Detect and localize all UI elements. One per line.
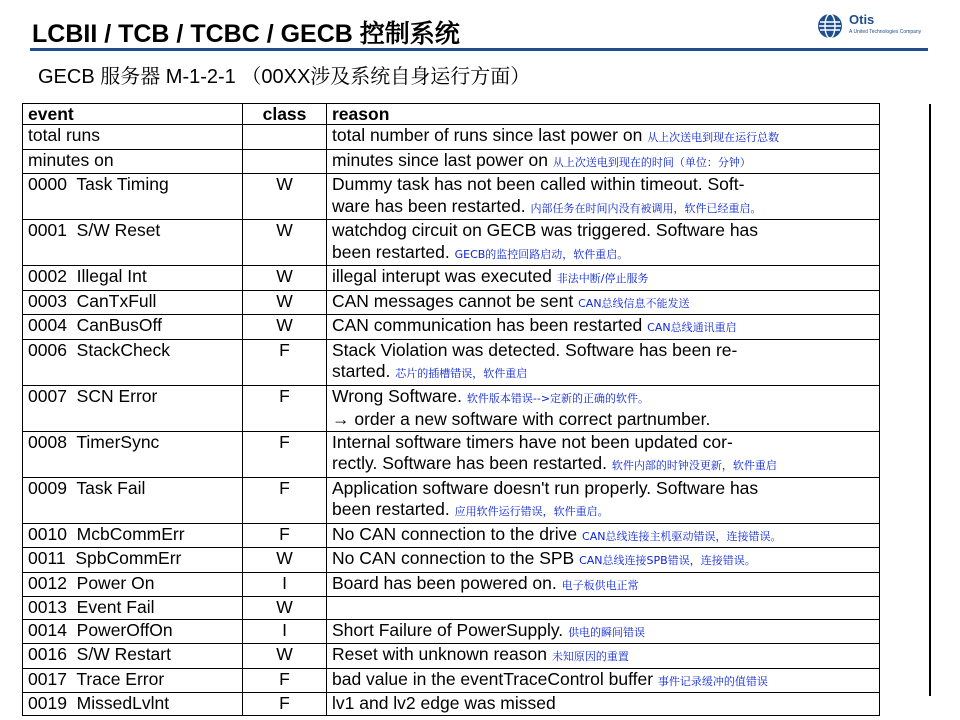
reason-text: Dummy task has not been called within timeout. Soft- [332,174,745,194]
chinese-annotation: 应用软件运行错误，软件重启。 [454,505,609,518]
reason-text: CAN messages cannot be sent [332,290,574,311]
class-cell: I [243,619,327,644]
table-row [23,174,880,220]
reason-line [332,242,874,266]
reason-cell [327,548,880,573]
event-table [22,103,880,716]
chinese-annotation: 芯片的插槽错误，软件重启 [395,367,528,380]
event-cell: 0003 CanTxFull [23,290,243,315]
chinese-annotation: 内部任务在时间内没有被调用，软件已经重启。 [530,201,762,215]
reason-line [332,620,874,644]
reason-line [332,266,874,290]
reason-text: No CAN connection to the drive [332,523,578,544]
reason-line [332,150,874,174]
reason-cell [327,693,880,716]
reason-text: total number of runs since last power on [332,125,643,145]
otis-globe-icon [817,13,843,39]
reason-line [332,291,874,315]
reason-cell [327,149,880,174]
reason-line [332,644,874,668]
reason-line [332,669,874,693]
reason-text: No CAN connection to the SPB [332,548,575,568]
table-row [23,548,880,573]
chinese-annotation: CAN总线连接SPB错误，连接错误。 [579,554,756,567]
reason-line [332,573,874,597]
table-header-row [23,104,880,125]
slide-title: LCBII / TCB / TCBC / GECB 控制系统 [32,20,460,48]
class-cell: F [243,477,327,523]
chinese-annotation: 从上次送电到现在的时间（单位：分钟） [552,155,751,169]
reason-cell [327,174,880,220]
reason-cell [327,385,880,431]
class-cell: W [243,174,327,220]
reason-line [332,125,874,149]
class-cell [243,125,327,150]
class-cell: W [243,315,327,340]
reason-line [332,499,874,523]
column-header-reason: reason [327,104,880,125]
chinese-annotation: 软件内部的时钟没更新，软件重启 [611,459,777,472]
chinese-annotation: 非法中断/停止服务 [556,272,649,285]
class-cell [243,149,327,174]
reason-cell [327,597,880,620]
otis-logo [817,12,932,42]
chinese-annotation: GECB的监控回路启动，软件重启。 [454,247,629,261]
reason-line [332,361,874,385]
event-cell: 0010 McbCommErr [23,523,243,548]
reason-line [332,220,874,242]
event-cell: 0002 Illegal Int [23,266,243,291]
table-row [23,597,880,620]
event-cell: 0008 TimerSync [23,431,243,477]
event-cell: 0014 PowerOffOn [23,619,243,644]
chinese-annotation: 电子板供电正常 [561,578,639,592]
reason-cell [327,266,880,291]
event-cell: 0011 SpbCommErr [23,548,243,573]
reason-text: minutes since last power on [332,149,548,170]
table-row [23,477,880,523]
reason-text: CAN communication has been restarted [332,315,643,335]
reason-text: Wrong Software. [332,385,463,406]
class-cell: W [243,644,327,669]
reason-cell [327,339,880,385]
reason-cell [327,644,880,669]
reason-text: Stack Violation was detected. Software has been re- [332,339,738,360]
reason-line [332,432,874,454]
table-row [23,339,880,385]
event-cell: 0007 SCN Error [23,385,243,431]
column-header-class: class [243,104,327,125]
table-row [23,315,880,340]
reason-text: started. [332,361,391,381]
table-row [23,266,880,291]
class-cell: F [243,523,327,548]
reason-text: illegal interupt was executed [332,266,552,286]
event-cell: 0006 StackCheck [23,339,243,385]
class-cell: W [243,220,327,266]
reason-line [332,386,874,410]
event-cell: 0012 Power On [23,572,243,597]
reason-cell [327,125,880,150]
table-row [23,693,880,716]
reason-text: rectly. Software has been restarted. [332,453,607,473]
table-row [23,290,880,315]
table-row [23,644,880,669]
reason-text: lv1 and lv2 edge was missed [332,693,556,713]
reason-line [332,196,874,220]
class-cell: W [243,290,327,315]
event-cell: 0016 S/W Restart [23,644,243,669]
slide-subtitle: GECB 服务器 M-1-2-1 （00XX涉及系统自身运行方面） [38,66,531,88]
reason-text: Board has been powered on. [332,572,557,593]
logo-brand: Otis [849,12,875,27]
side-divider [929,104,931,696]
class-cell: W [243,548,327,573]
title-divider [30,48,928,51]
reason-line [332,315,874,339]
event-cell: minutes on [23,149,243,174]
reason-text: ware has been restarted. [332,195,526,216]
event-cell: 0017 Trace Error [23,668,243,693]
chinese-annotation: 未知原因的重置 [551,650,629,663]
class-cell: W [243,597,327,620]
reason-line [332,548,874,572]
reason-cell [327,220,880,266]
table-row [23,572,880,597]
reason-line [332,340,874,362]
reason-text: been restarted. [332,499,450,519]
reason-cell [327,290,880,315]
reason-text: → order a new software with correct partnumber. [332,409,711,429]
class-cell: F [243,431,327,477]
event-cell: 0001 S/W Reset [23,220,243,266]
reason-cell [327,431,880,477]
reason-text: been restarted. [332,241,450,262]
class-cell: F [243,693,327,716]
event-cell: 0000 Task Timing [23,174,243,220]
event-cell: 0004 CanBusOff [23,315,243,340]
chinese-annotation: CAN总线信息不能发送 [578,296,690,310]
column-header-event: event [23,104,243,125]
class-cell: F [243,668,327,693]
table-row [23,523,880,548]
table-row [23,125,880,150]
event-cell: total runs [23,125,243,150]
reason-line [332,409,874,431]
chinese-annotation: 供电的瞬间错误 [568,625,646,639]
class-cell: F [243,385,327,431]
reason-line [332,174,874,196]
table-row [23,385,880,431]
reason-cell [327,477,880,523]
chinese-annotation: 从上次送电到现在运行总数 [647,131,780,144]
table-row [23,619,880,644]
reason-text: Internal software timers have not been updated cor- [332,431,733,452]
chinese-annotation: CAN总线通讯重启 [647,321,737,334]
reason-cell [327,668,880,693]
reason-line [332,693,874,715]
event-cell: 0009 Task Fail [23,477,243,523]
table-row [23,149,880,174]
reason-text: Short Failure of PowerSupply. [332,619,564,640]
event-cell: 0019 MissedLvlnt [23,693,243,716]
reason-text: bad value in the eventTraceControl buffer [332,668,654,689]
reason-text: watchdog circuit on GECB was triggered. Software has [332,220,759,240]
chinese-annotation: CAN总线连接主机驱动错误，连接错误。 [582,529,782,543]
reason-text: Reset with unknown reason [332,644,547,664]
logo-tagline: A United Technologies Company [849,29,922,35]
class-cell: F [243,339,327,385]
reason-cell [327,572,880,597]
reason-cell [327,315,880,340]
event-table-body [23,125,880,716]
event-cell: 0013 Event Fail [23,597,243,620]
reason-line [332,524,874,548]
table-row [23,668,880,693]
reason-cell [327,523,880,548]
reason-line [332,453,874,477]
class-cell: I [243,572,327,597]
reason-line [332,478,874,500]
chinese-annotation: 软件版本错误-->定新的正确的软件。 [466,391,650,405]
class-cell: W [243,266,327,291]
table-row [23,220,880,266]
chinese-annotation: 事件记录缓冲的值错误 [657,674,768,688]
reason-text: Application software doesn't run properly. Software has [332,477,759,498]
reason-cell [327,619,880,644]
table-row [23,431,880,477]
